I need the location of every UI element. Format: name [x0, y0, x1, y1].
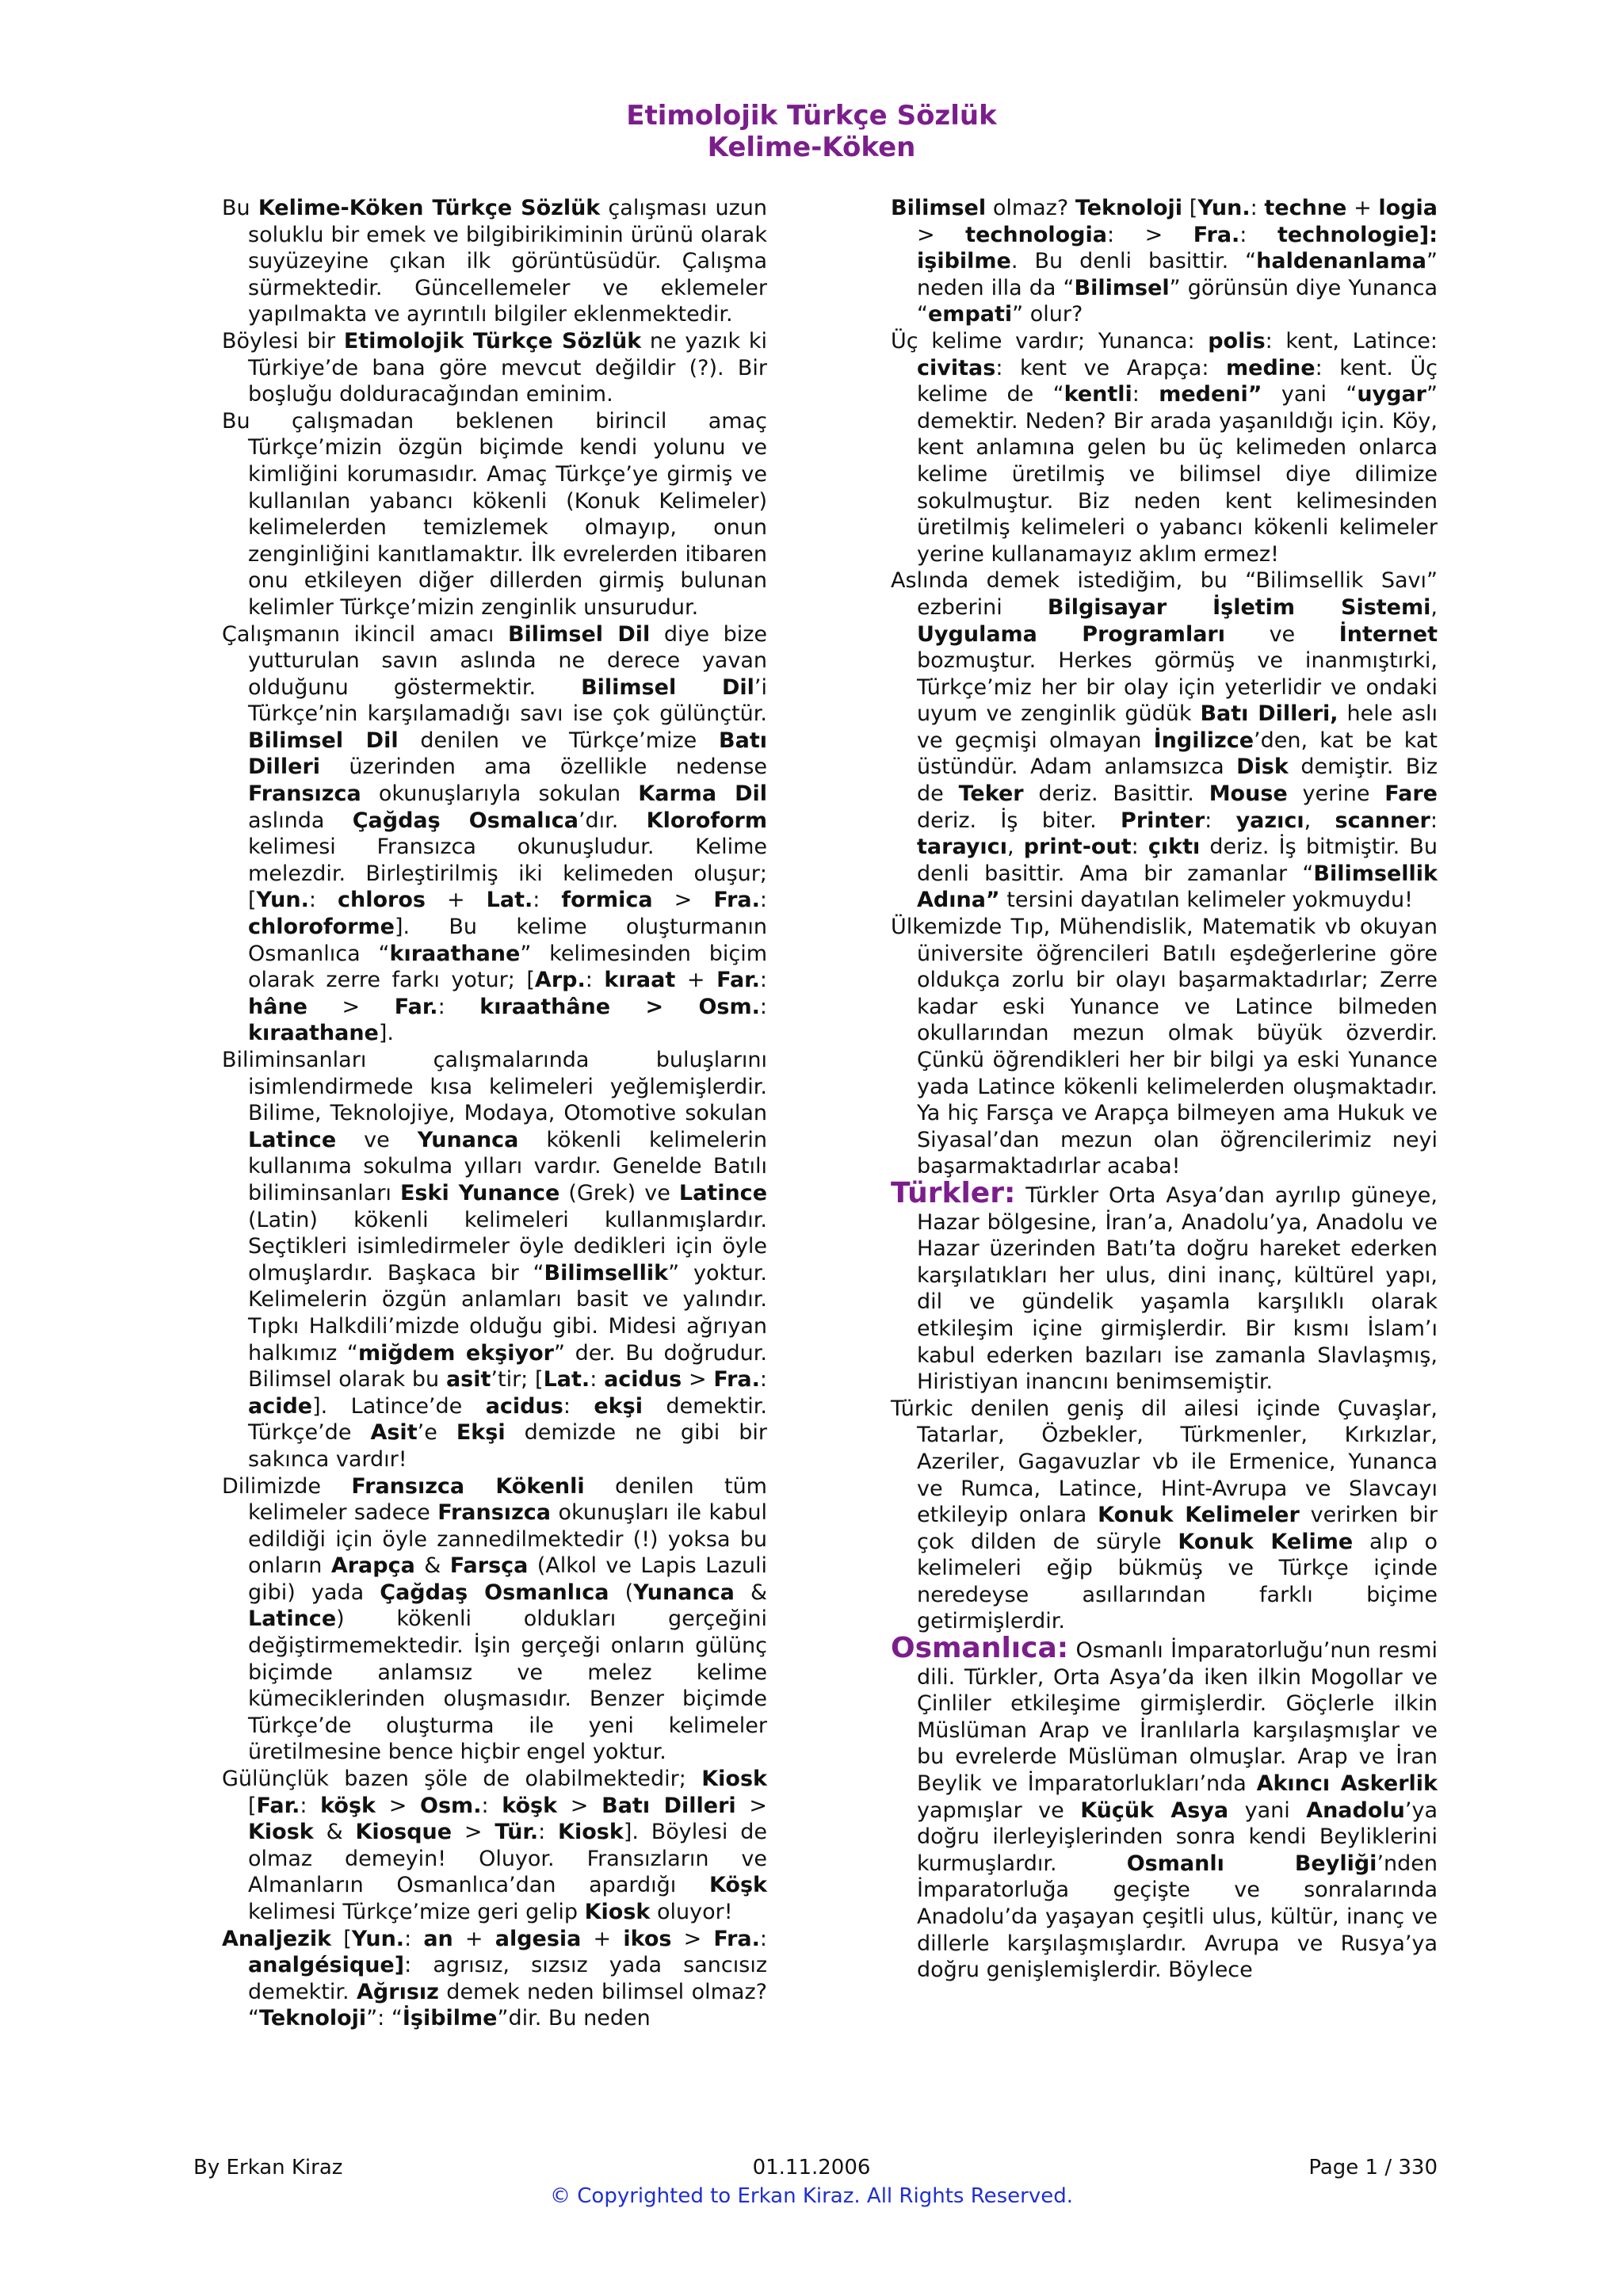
- text-run: acidus: [485, 1393, 563, 1419]
- text-run: :: [759, 1367, 767, 1392]
- text-run: [: [1182, 196, 1198, 220]
- paragraph: [222, 195, 767, 328]
- paragraph: [891, 1632, 1438, 1984]
- text-run: Eski Yunance: [399, 1180, 560, 1205]
- text-run: ” olur?: [1012, 302, 1083, 327]
- text-run: formica: [561, 888, 653, 913]
- text-run: Bilimsellik Adına”: [917, 861, 1438, 913]
- text-run: >: [735, 1793, 768, 1818]
- text-run: techne: [1264, 196, 1347, 220]
- text-run: Batı Dilleri: [601, 1793, 736, 1818]
- text-run: okunuşlarıyla sokulan: [361, 781, 639, 807]
- text-run: technologia: [965, 222, 1107, 247]
- text-run: hâne: [248, 994, 307, 1019]
- text-run: Bilgisayar İşletim Sistemi: [1047, 594, 1431, 620]
- text-run: İngilizce: [1153, 728, 1254, 753]
- text-run: Yunanca: [417, 1127, 519, 1152]
- text-run: Çağdaş Osmanlıca: [380, 1580, 609, 1605]
- text-run: ’ya doğru ilerleyişlerinden sonra kendi Beyliklerini kurmuşlardır.: [917, 1797, 1438, 1876]
- text-run: deriz. İş bitmiştir. Bu denli basittir. Ama bir zamanlar “: [917, 835, 1438, 886]
- text-run: scanner: [1335, 808, 1430, 833]
- text-run: (: [609, 1580, 634, 1605]
- text-run: ” neden illa da “: [917, 249, 1438, 300]
- text-run: &: [313, 1820, 356, 1845]
- text-run: acide: [248, 1393, 313, 1419]
- paragraph: [891, 1396, 1438, 1635]
- text-run: Bilimsel Dil: [248, 728, 399, 753]
- text-run: Fransızca Kökenli: [351, 1473, 585, 1499]
- text-run: ’nden İmparatorluğa geçişte ve sonralarında Anadolu’da yaşayan çeşitli ulus, kültür, inanç ve dillerle karşılaşmışlardır. Avrupa ve Rusya’ya doğru genişlemişlerdir. Böylece: [917, 1851, 1438, 1983]
- text-run: yapmışlar ve: [917, 1797, 1081, 1823]
- text-run: :: [481, 1793, 502, 1818]
- text-run: ne yazık ki Türkiye’de bana göre mevcut değildir (?). Bir boşluğu dolduracağından eminim.: [248, 328, 767, 407]
- text-run: Yunanca: [633, 1580, 735, 1605]
- text-run: :: [563, 1393, 594, 1419]
- text-run: demektir. Türkçe’de: [248, 1393, 767, 1446]
- text-run: :: [590, 1367, 605, 1392]
- text-run: Aslında demek istediğim, bu “Bilimsellik Savı” ezberini: [891, 568, 1438, 620]
- paragraph: [222, 328, 767, 408]
- text-run: köşk: [320, 1793, 376, 1818]
- text-run: ” der. Bu doğrudur. Bilimsel olarak bu: [248, 1340, 768, 1392]
- text-run: algesia: [495, 1926, 582, 1951]
- text-run: ikos: [623, 1926, 672, 1951]
- text-run: Fare: [1384, 781, 1438, 807]
- text-run: ,: [1304, 808, 1335, 833]
- paragraph: [891, 1176, 1438, 1396]
- text-run: Asit: [370, 1420, 418, 1446]
- text-run: hele aslı ve geçmişi olmayan: [917, 701, 1438, 753]
- text-run: ].: [378, 1021, 394, 1046]
- text-run: Teker: [958, 781, 1024, 807]
- text-run: medine: [1226, 355, 1316, 380]
- text-run: Lat.: [543, 1367, 590, 1392]
- text-run: Üç kelime vardır; Yunanca:: [891, 328, 1209, 353]
- text-run: kökenli kelimelerin kullanıma sokulma yılları vardır. Genelde Batılı biliminsanları: [248, 1127, 767, 1205]
- text-run: acidus: [604, 1367, 682, 1392]
- text-run: çıktı: [1148, 835, 1201, 860]
- text-run: kentli: [1064, 382, 1132, 407]
- text-run: bozmuştur. Herkes görmüş ve inanmıştırki, Türkçe’miz her bir olay için yeterlidir ve ondaki uyum ve zenginlik güdük: [917, 648, 1438, 727]
- text-run: Fra.: [713, 1926, 760, 1951]
- text-run: denilen ve Türkçe’mize: [398, 728, 720, 753]
- paragraph: [222, 408, 767, 621]
- text-run: :: [533, 888, 562, 913]
- text-run: analgésique]: [248, 1953, 405, 1978]
- text-run: Ülkemizde Tıp, Mühendislik, Matematik vb okuyan üniversite öğrencileri Batılı eşdeğerlerine göre oldukça zorlu bir olayı başarmaktadırlar; Zerre kadar eski Yunance ve Latince bilmeden okullarından mezun olmak büyük özverdir. Çünkü öğrendikleri her bir bilgi ya eski Yunance yada Latince kökenli kelimelerden oluşmaktadır. Ya hiç Farsça ve Arapça bilmeyen ama Hukuk ve Siyasal’dan mezun olan öğrencilerimiz neyi başarmaktadırlar acaba!: [891, 915, 1438, 1179]
- text-run: ’dır.: [578, 808, 647, 833]
- text-run: medeni”: [1159, 382, 1262, 407]
- paragraph: [222, 1047, 767, 1473]
- text-run: çalışması uzun soluklu bir emek ve bilgibirikiminin ürünü olarak suyüzeyine çıkan ilk görüntüsüdür. Çalışma sürmektedir. Güncellemeler ve eklemeler yapılmakta ve ayrıntılı bilgiler eklenmektedir.: [248, 196, 767, 327]
- text-run: >: [682, 1367, 714, 1392]
- text-run: demiştir. Biz de: [917, 755, 1438, 807]
- text-run: demek neden bilimsel olmaz? “: [248, 1979, 767, 2031]
- text-run: ’e: [417, 1420, 456, 1446]
- text-run: :: [1131, 835, 1148, 860]
- text-run: Bilimsellik: [544, 1260, 669, 1286]
- text-run: (Latin) kökenli kelimeleri kullanmışlardır. Seçtikleri isimledirmeler öyle dedikleri için öyle olmuşlardır. Başkaca bir “: [248, 1207, 767, 1286]
- text-run: +: [581, 1926, 624, 1951]
- text-run: ,: [1006, 835, 1024, 860]
- paragraph: [891, 328, 1438, 567]
- text-run: :: [538, 1820, 559, 1845]
- text-run: (Alkol ve Lapis Lazuli gibi) yada: [248, 1553, 767, 1605]
- paragraph: [222, 621, 767, 1048]
- text-run: İnternet: [1338, 621, 1438, 647]
- text-run: : kent ve Arapça:: [995, 355, 1227, 380]
- text-run: kıraathâne > Osm.: [479, 994, 760, 1019]
- text-run: ) kökenli oldukları gerçeğini değiştirmemektedir. İşin gerçeği onların gülünç biçimde anlamsız ve melez kelime kümeciklerinden oluşmasıdır. Benzer biçimde Türkçe’de oluşturma ile yeni kelimeler üretilmesine bence hiçbir engel yoktur.: [248, 1606, 767, 1765]
- text-run: Mouse: [1209, 781, 1288, 807]
- text-run: Çağdaş Osmalıca: [352, 808, 579, 833]
- text-run: Osm.: [420, 1793, 482, 1818]
- left-column: [222, 195, 767, 2032]
- text-run: >: [671, 1926, 714, 1951]
- text-run: tarayıcı: [917, 835, 1007, 860]
- text-run: kıraathane: [389, 941, 521, 966]
- text-run: verirken bir çok dilden de süryle: [917, 1503, 1438, 1554]
- text-run: technologie]:: [1277, 222, 1438, 247]
- text-run: +: [675, 968, 717, 993]
- text-run: Bu çalışmadan beklenen birincil amaç Türkçe’mizin özgün biçimde kendi yolunu ve kimliğini korumasıdır. Amaç Türkçe’ye girmiş ve kullanılan yabancı kökenli (Konuk Kelimeler) kelimelerden temizlemek olmayıp, onun zenginliğini kanıtlamaktır. İlk evrelerden itibaren onu etkileyen diğer dillerden girmiş bulunan kelimler Türkçe’mizin zenginlik unsurudur.: [222, 408, 767, 620]
- paragraph: [891, 567, 1438, 914]
- text-run: Fra.: [713, 888, 760, 913]
- paragraph: [222, 1766, 767, 1926]
- text-run: :: [1430, 808, 1438, 833]
- text-run: tersini dayatılan kelimeler yokmuydu!: [999, 888, 1413, 913]
- text-run: >: [452, 1820, 495, 1845]
- text-run: ” kelimesinden biçim olarak zerre farkı yotur; [: [248, 941, 767, 993]
- text-run: ]. Latince’de: [312, 1393, 486, 1419]
- paragraph: [222, 1473, 767, 1767]
- text-run: Yun.: [256, 888, 309, 913]
- text-run: ve: [336, 1127, 418, 1152]
- text-run: :: [1205, 808, 1236, 833]
- text-run: an: [423, 1926, 453, 1951]
- text-run: uygar: [1357, 382, 1426, 407]
- text-run: İşibilme: [402, 2006, 498, 2031]
- text-run: Fra.: [713, 1367, 760, 1392]
- text-run: . Bu denli basittir. “: [1010, 249, 1257, 274]
- text-run: [: [248, 1793, 257, 1818]
- text-run: Uygulama Programları: [917, 621, 1225, 647]
- text-run: alıp o kelimeleri eğip bükmüş ve Türkçe içinde neredeyse asıllarından farklı biçime getirmişlerdir.: [917, 1529, 1438, 1634]
- text-run: Kiosque: [355, 1820, 453, 1845]
- text-run: Anadolu: [1306, 1797, 1405, 1823]
- text-run: ” demektir. Neden? Bir arada yaşanıldığı için. Köy, kent anlamına gelen bu üç kelimeden onlarca kelime üretilmiş ve bilimsel diye dilimize sokulmuştur. Biz neden kent kelimesinden üretilmiş kelimeleri o yabancı kökenli kelimeler yerine kullanamayız aklım ermez!: [917, 382, 1438, 567]
- text-run: Kiosk: [584, 1900, 651, 1924]
- footer-date: 01.11.2006: [752, 2156, 871, 2179]
- text-run: denilen tüm kelimeler sadece: [248, 1473, 767, 1526]
- text-run: : >: [1106, 222, 1193, 247]
- text-run: köşk: [502, 1793, 558, 1818]
- text-run: Türkic denilen geniş dil ailesi içinde Çuvaşlar, Tatarlar, Özbekler, Türkmenler, Kırkızlar, Azeriler, Gagavuzlar vb ile Ermenice, Yunanca ve Rumca, Latince, Hint-Avrupa ve Slavcayı etkileyip onlara: [891, 1396, 1438, 1528]
- text-run: : kent, Latince:: [1265, 328, 1438, 353]
- text-run: : kent. Üç kelime de “: [917, 355, 1438, 407]
- text-run: Printer: [1121, 808, 1205, 833]
- text-run: >: [652, 888, 714, 913]
- text-run: demizde ne gibi bir sakınca vardır!: [248, 1420, 767, 1472]
- text-run: ’den, kat be kat üstündür. Adam anlamsızca: [917, 728, 1438, 780]
- right-column: [891, 195, 1438, 1984]
- text-run: Biliminsanları çalışmalarında buluşlarını isimlendirmede kısa kelimeleri yeğlemişlerdir. Bilime, Teknolojiye, Modaya, Otomotive sokulan: [222, 1048, 767, 1126]
- text-run: haldenanlama: [1256, 249, 1426, 274]
- text-run: Tür.: [495, 1820, 539, 1845]
- text-run: Far.: [256, 1793, 300, 1818]
- text-run: deriz. İş biter.: [917, 808, 1121, 833]
- text-run: ekşi: [594, 1393, 643, 1419]
- text-run: diye bize yutturulan savın aslında ne derece yavan olduğunu göstermektir.: [248, 621, 768, 700]
- copyright-notice: © Copyrighted to Erkan Kiraz. All Rights Reserved.: [550, 2184, 1073, 2208]
- text-run: :: [759, 1926, 767, 1951]
- text-run: yazıcı: [1235, 808, 1304, 833]
- text-run: yani: [1228, 1797, 1307, 1823]
- text-run: Latince: [248, 1606, 337, 1632]
- text-run: :: [585, 968, 605, 993]
- footer-page-number: Page 1 / 330: [1308, 2156, 1438, 2179]
- text-run: yerine: [1287, 781, 1385, 807]
- text-run: Ekşi: [456, 1420, 506, 1446]
- text-run: >: [557, 1793, 602, 1818]
- text-run: Gülünçlük bazen şöle de olabilmektedir;: [222, 1767, 702, 1792]
- text-run: Teknoloji: [259, 2006, 367, 2031]
- text-run: ”: “: [366, 2006, 403, 2031]
- text-run: Akıncı Askerlik: [1256, 1771, 1438, 1797]
- text-run: :: [759, 994, 767, 1019]
- text-run: Fra.: [1193, 222, 1240, 247]
- text-run: ”dir. Bu neden: [497, 2006, 651, 2031]
- text-run: Küçük Asya: [1080, 1797, 1229, 1823]
- text-run: >: [307, 994, 395, 1019]
- text-run: Böylesi bir: [222, 328, 344, 353]
- text-run: polis: [1208, 328, 1266, 353]
- text-run: :: [1239, 222, 1277, 247]
- text-run: Konuk Kelimeler: [1098, 1503, 1300, 1528]
- text-run: kelimesi Türkçe’mize geri gelip: [248, 1900, 585, 1924]
- text-run: Ağrısız: [357, 1979, 439, 2004]
- text-run: &: [734, 1580, 768, 1605]
- text-run: Latince: [248, 1127, 337, 1152]
- section-heading: Osmanlıca:: [891, 1632, 1069, 1665]
- text-run: chloros: [337, 888, 426, 913]
- text-run: deriz. Basittir.: [1023, 781, 1209, 807]
- text-run: Disk: [1236, 755, 1289, 780]
- text-run: Kiosk: [701, 1767, 767, 1792]
- text-run: Çalışmanın ikincil amacı: [222, 621, 508, 647]
- section-heading: Türkler:: [891, 1176, 1016, 1209]
- text-run: Konuk Kelime: [1178, 1529, 1354, 1554]
- paragraph: [222, 1926, 767, 2032]
- text-run: :: [759, 888, 767, 913]
- text-run: >: [375, 1793, 421, 1818]
- text-run: :: [308, 888, 338, 913]
- text-run: :: [437, 994, 480, 1019]
- text-run: yani “: [1262, 382, 1358, 407]
- text-run: :: [300, 1793, 321, 1818]
- text-run: Analjezik: [222, 1926, 332, 1951]
- text-run: Arp.: [534, 968, 586, 993]
- text-run: Köşk: [708, 1873, 767, 1898]
- text-run: üzerinden ama özellikle nedense: [320, 755, 767, 780]
- text-run: :: [759, 968, 767, 993]
- text-run: ” görünsün diye Yunanca “: [917, 275, 1438, 327]
- text-run: empati: [928, 302, 1013, 327]
- text-run: Lat.: [486, 888, 533, 913]
- text-run: Kelime-Köken Türkçe Sözlük: [258, 196, 601, 220]
- text-run: Türkler Orta Asya’dan ayrılıp güneye, Hazar bölgesine, İran’a, Anadolu’ya, Anadolu ve Hazar üzerinden Batı’ta doğru hareket ederken karşılatıkları her ulus, dini inanç, kültürel yapı, dil ve gündelik yaşamla karşılıklı olarak etkileşim içine girmişlerdir. Bir kısmı İslam’ı kabul ederken bazıları ise zamanla Slavlaşmış, Hiristiyan inancını benimsemiştir.: [917, 1182, 1438, 1395]
- text-run: oluyor!: [650, 1900, 733, 1924]
- text-run: ,: [1430, 594, 1438, 620]
- text-run: Latince: [678, 1180, 767, 1205]
- text-run: Batı Dilleri: [248, 728, 767, 780]
- text-run: miğdem ekşiyor: [357, 1340, 554, 1366]
- text-run: Etimolojik Türkçe Sözlük: [343, 328, 642, 353]
- text-run: Far.: [394, 994, 438, 1019]
- text-run: Teknoloji: [1075, 196, 1183, 220]
- text-run: Bilimsel Dil: [581, 674, 754, 700]
- text-run: Fransızca: [248, 781, 361, 807]
- text-run: asit: [445, 1367, 491, 1392]
- text-run: ]. Bu kelime oluşturmanın Osmanlıca “: [248, 915, 767, 966]
- text-run: Yun.: [1197, 196, 1251, 220]
- text-run: Karma Dil: [638, 781, 768, 807]
- paragraph: [891, 914, 1438, 1180]
- text-run: Kloroform: [646, 808, 768, 833]
- text-run: +: [425, 888, 487, 913]
- text-run: Fransızca: [437, 1500, 552, 1526]
- text-run: Kiosk: [558, 1820, 624, 1845]
- text-run: ve: [1225, 621, 1339, 647]
- text-run: +: [453, 1926, 495, 1951]
- text-run: : agrısız, sızsız yada sancısız demektir.: [248, 1953, 767, 2004]
- text-run: print-out: [1023, 835, 1132, 860]
- text-run: Bilimsel: [1074, 275, 1170, 300]
- text-run: Bilimsel Dil: [507, 621, 651, 647]
- text-run: kıraathane: [248, 1021, 379, 1046]
- text-run: aslında: [248, 808, 353, 833]
- text-run: Bilimsel: [891, 196, 987, 220]
- text-run: olmaz?: [986, 196, 1075, 220]
- text-run: ’i Türkçe’nin karşılamadığı savı ise çok gülünçtür.: [248, 674, 767, 727]
- text-run: logia: [1378, 196, 1438, 220]
- text-run: işibilme: [917, 249, 1011, 274]
- text-run: [: [331, 1926, 352, 1951]
- text-run: ]. Böylesi de olmaz demeyin! Oluyor. Fransızların ve Almanların Osmanlıca’dan apardığı: [248, 1820, 767, 1898]
- text-run: &: [414, 1553, 450, 1579]
- text-run: Farsça: [449, 1553, 529, 1579]
- text-run: kelimesi Fransızca okunuşludur. Kelime melezdir. Birleştirilmiş iki kelimeden oluşur; [: [248, 835, 767, 913]
- document-subtitle: Kelime-Köken: [707, 132, 916, 163]
- text-run: ’tir; [: [491, 1367, 544, 1392]
- text-run: (Grek) ve: [559, 1180, 679, 1205]
- document-title: Etimolojik Türkçe Sözlük: [626, 100, 997, 132]
- text-run: Arapça: [330, 1553, 415, 1579]
- text-run: >: [917, 222, 966, 247]
- text-run: chloroforme: [248, 915, 395, 940]
- text-run: Far.: [716, 968, 760, 993]
- text-run: Osmanlı Beyliği: [1126, 1851, 1377, 1876]
- text-run: Yun.: [351, 1926, 405, 1951]
- footer-author: By Erkan Kiraz: [193, 2156, 343, 2179]
- text-run: :: [404, 1926, 424, 1951]
- text-run: Osmanlı İmparatorluğu’nun resmi dili. Türkler, Orta Asya’da iken ilkin Mogollar ve Çinliler etkileşime girmişlerdir. Göçlerle ilkin Müslüman Arap ve İranlılarla karşılaşmışlar ve bu evrelerde Müslüman olmuşlar. Arap ve İran Beylik ve İmparatorlukları’nda: [917, 1638, 1438, 1797]
- text-run: ” yoktur. Kelimelerin özgün anlamları basit ve yalındır. Tıpkı Halkdili’mizde olduğu gibi. Midesi ağrıyan halkımız “: [248, 1260, 767, 1366]
- text-run: civitas: [917, 355, 996, 380]
- text-run: Batı Dilleri,: [1200, 701, 1338, 727]
- text-run: Bu: [222, 196, 258, 220]
- text-run: Dilimizde: [222, 1473, 352, 1499]
- text-run: :: [1132, 382, 1159, 407]
- text-run: +: [1346, 196, 1379, 220]
- text-run: kıraat: [604, 968, 676, 993]
- paragraph: [891, 195, 1438, 328]
- text-run: Kiosk: [248, 1820, 314, 1845]
- text-run: :: [1250, 196, 1265, 220]
- text-run: okunuşları ile kabul edildiği için öyle zannedilmektedir (!) yoksa bu onların: [248, 1500, 767, 1579]
